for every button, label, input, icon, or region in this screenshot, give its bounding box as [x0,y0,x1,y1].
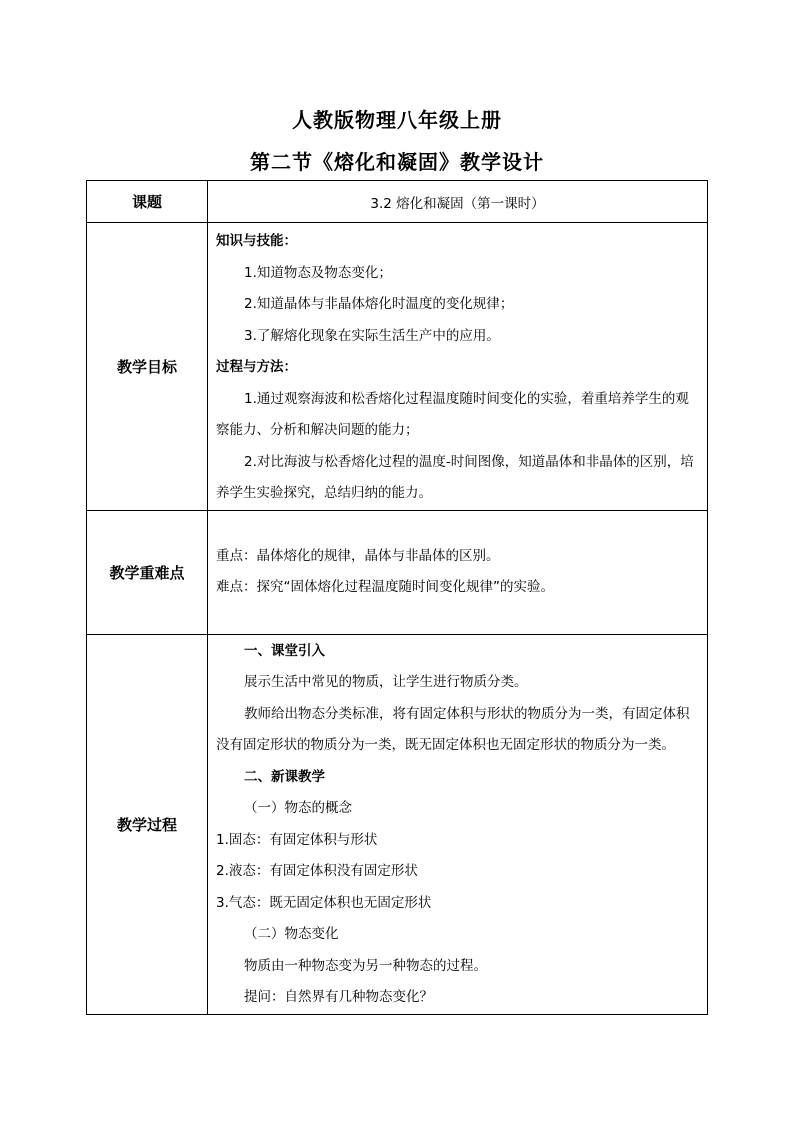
list-item: 2.液态：有固定体积没有固定形状 [216,863,418,879]
key-points-row [87,510,708,634]
goal-item: 1.通过观察海波和松香熔化过程温度随时间变化的实验，着重培养学生的观察能力、分析和解决问题的能力； [216,390,689,438]
goals-row [87,223,708,511]
list-item: 3.气态：既无固定体积也无固定形状 [216,894,432,911]
topic-value: 3.2 熔化和凝固（第一课时） [208,181,708,223]
goal-item: 2.知道晶体与非晶体熔化时温度的变化规律； [244,296,514,312]
process-method-heading: 过程与方法： [216,359,297,375]
goal-item: 2.对比海波与松香熔化过程的温度-时间图像，知道晶体和非晶体的区别，培养学生实验探究，总结归纳的能力。 [216,453,694,501]
process-content [208,634,708,1014]
key-points-content [208,510,708,634]
goal-item: 3.了解熔化现象在实际生活生产中的应用。 [244,327,500,344]
key-point: 重点：晶体熔化的规律，晶体与非晶体的区别。 [216,547,500,564]
difficult-point: 难点：探究“固体熔化过程温度随时间变化规律”的实验。 [216,579,554,595]
lesson-plan-table [86,180,708,1015]
paragraph: 教师给出物态分类标准，将有固定体积与形状的物质分为一类，有固定体积没有固定形状的物质分为一类，既无固定体积也无固定形状的物质分为一类。 [216,705,690,753]
paragraph: 展示生活中常见的物质，让学生进行物质分类。 [244,674,528,690]
topic-row [87,181,708,223]
knowledge-skills-heading: 知识与技能： [216,233,297,249]
key-points-label: 教学重难点 [87,510,208,634]
goals-label: 教学目标 [87,223,208,511]
lesson-title: 第二节《熔化和凝固》教学设计 [250,150,544,174]
process-label: 教学过程 [87,634,208,1014]
process-row [87,634,708,1014]
list-item: 1.固态：有固定体积与形状 [216,831,378,848]
topic-label: 课题 [87,181,208,223]
goals-content [208,223,708,511]
subsection-heading: （一）物态的概念 [244,800,352,816]
goal-item: 1.知道物态及物态变化； [244,264,392,281]
document-title: 人教版物理八年级上册 [292,108,502,132]
paragraph: 提问：自然界有几种物态变化？ [244,989,433,1005]
intro-heading: 一、课堂引入 [244,642,325,659]
paragraph: 物质由一种物态变为另一种物态的过程。 [244,957,487,974]
subsection-heading: （二）物态变化 [244,926,339,942]
new-lesson-heading: 二、新课教学 [244,768,325,785]
